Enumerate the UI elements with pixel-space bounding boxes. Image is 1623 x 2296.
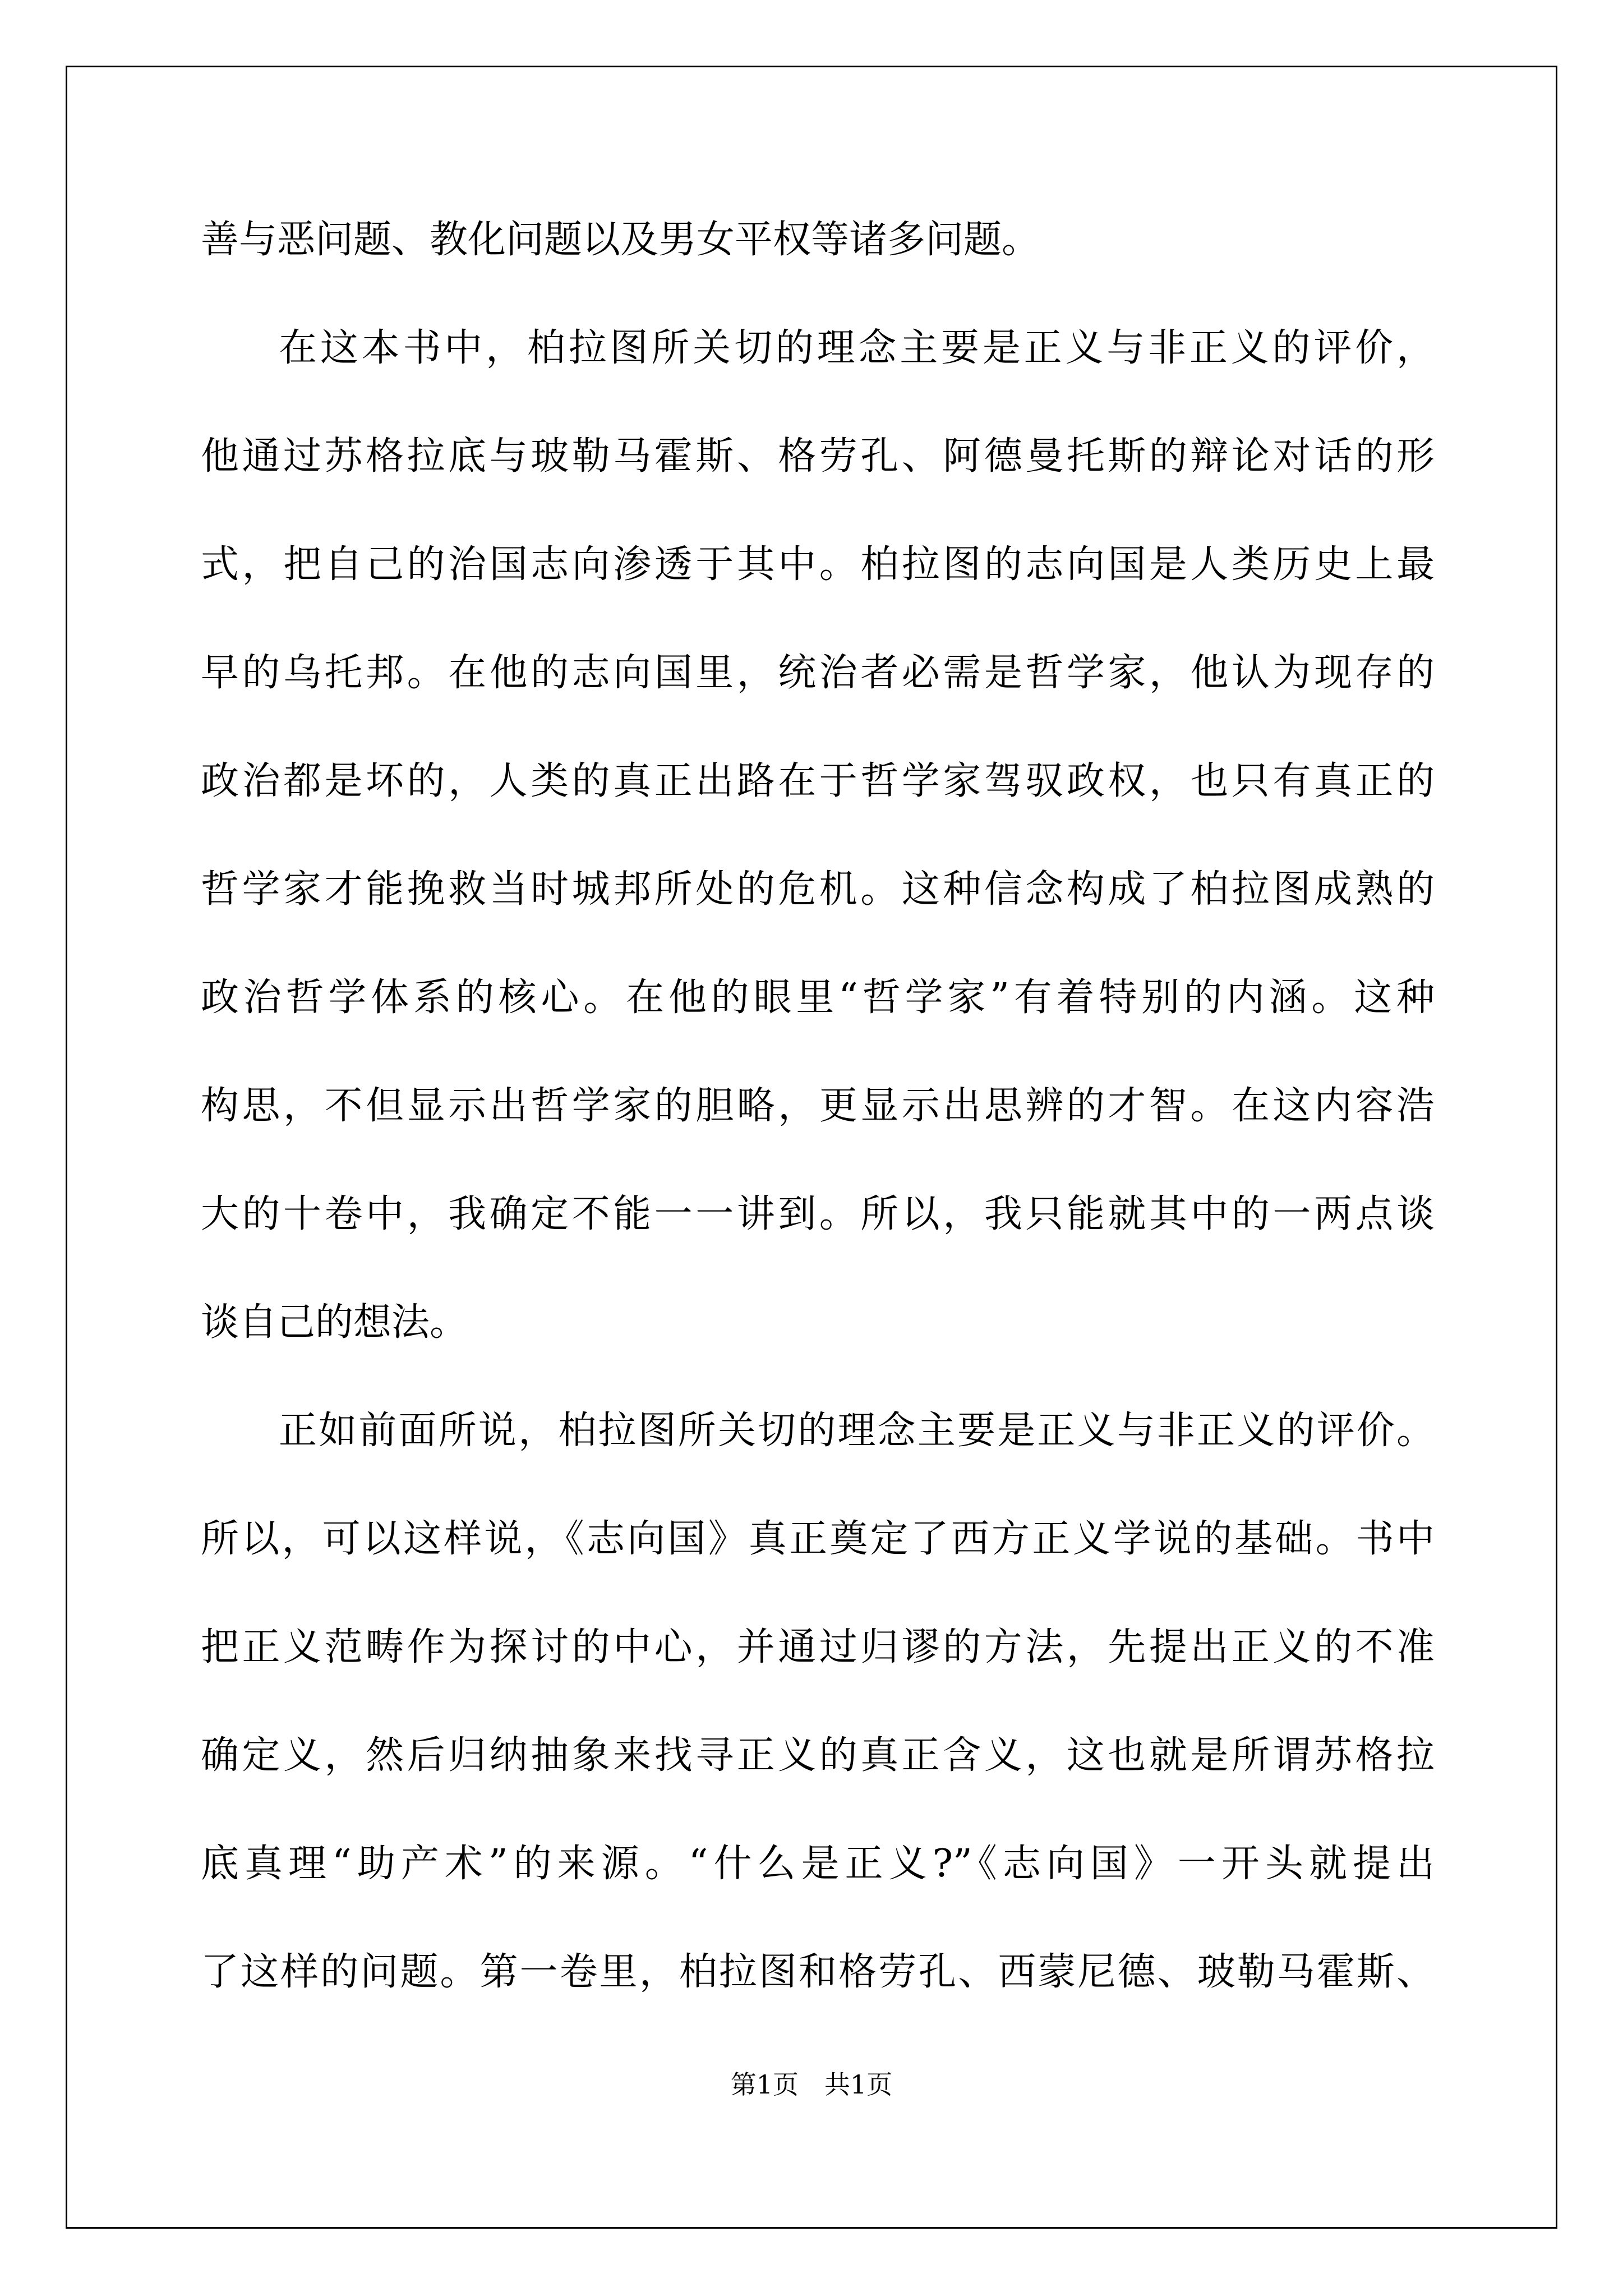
text-line: 底真理“助产术”的来源。“什么是正义?”《志向国》一开头就提出 <box>201 1842 1435 1886</box>
text-line: 在这本书中，柏拉图所关切的理念主要是正义与非正义的评价， <box>279 326 1435 370</box>
text-line: 确定义，然后归纳抽象来找寻正义的真正含义，这也就是所谓苏格拉 <box>201 1733 1435 1778</box>
text-line: 把正义范畴作为探讨的中心，并通过归谬的方法，先提出正义的不准 <box>201 1625 1435 1669</box>
text-line: 善与恶问题、教化问题以及男女平权等诸多问题。 <box>201 218 1040 262</box>
text-line: 了这样的问题。第一卷里，柏拉图和格劳孔、西蒙尼德、玻勒马霍斯、 <box>201 1950 1435 1994</box>
text-line: 式，把自己的治国志向渗透于其中。柏拉图的志向国是人类历史上最 <box>201 542 1435 587</box>
page-border <box>66 66 1557 2229</box>
text-line: 早的乌托邦。在他的志向国里，统治者必需是哲学家，他认为现存的 <box>201 651 1435 695</box>
text-line: 政治哲学体系的核心。在他的眼里“哲学家”有着特别的内涵。这种 <box>201 976 1435 1020</box>
text-line: 正如前面所说，柏拉图所关切的理念主要是正义与非正义的评价。 <box>279 1409 1435 1453</box>
text-line: 他通过苏格拉底与玻勒马霍斯、格劳孔、阿德曼托斯的辩论对话的形 <box>201 434 1435 478</box>
text-line: 哲学家才能挽救当时城邦所处的危机。这种信念构成了柏拉图成熟的 <box>201 867 1435 912</box>
text-line: 政治都是坏的，人类的真正出路在于哲学家驾驭政权，也只有真正的 <box>201 759 1435 803</box>
text-line: 大的十卷中，我确定不能一一讲到。所以，我只能就其中的一两点谈 <box>201 1192 1435 1236</box>
text-line: 谈自己的想法。 <box>201 1300 468 1345</box>
text-line: 构思，不但显示出哲学家的胆略，更显示出思辨的才智。在这内容浩 <box>201 1084 1435 1128</box>
text-line: 所以，可以这样说，《志向国》真正奠定了西方正义学说的基础。书中 <box>201 1517 1435 1561</box>
page-number-footer: 第1页 共1页 <box>730 2069 893 2100</box>
